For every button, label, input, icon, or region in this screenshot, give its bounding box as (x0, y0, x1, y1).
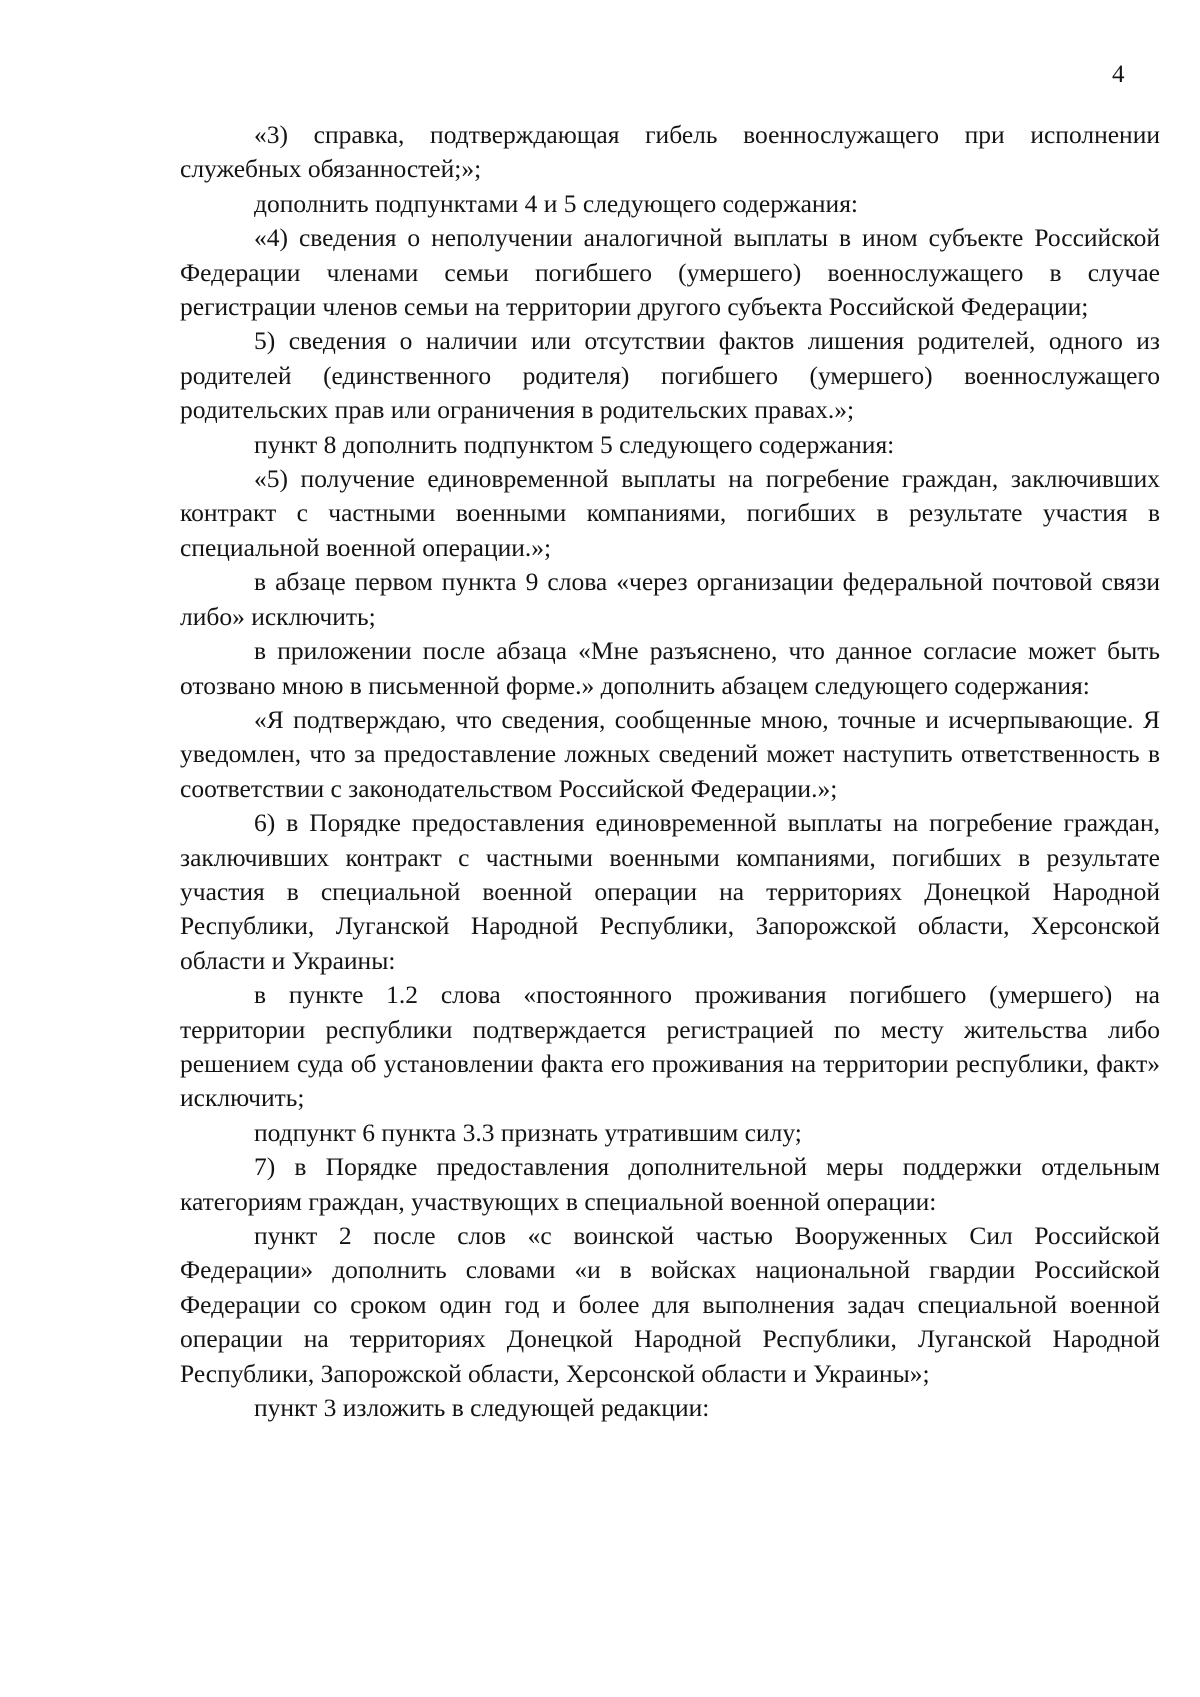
paragraph: «5) получение единовременной выплаты на погребение граждан, заключивших контракт с частными военными компаниями, погибших в результате участия в специальной военной операции.»; (180, 464, 1160, 562)
paragraph: дополнить подпунктами 4 и 5 следующего содержания: (254, 188, 859, 218)
paragraph: в абзаце первом пункта 9 слова «через организации федеральной почтовой связи либо» исключить; (180, 567, 1160, 631)
page-number: 4 (1112, 61, 1125, 88)
paragraph: «4) сведения о неполучении аналогичной выплаты в ином субъекте Российской Федерации членами семьи погибшего (умершего) военнослужащего в случае регистрации членов семьи на территории другого субъекта Российской Федерации; (180, 223, 1160, 322)
paragraph: в приложении после абзаца «Мне разъяснено, что данное согласие может быть отозвано мною в письменной форме.» дополнить абзацем следующего содержания: (180, 636, 1160, 700)
paragraph: в пункте 1.2 слова «постоянного проживания погибшего (умершего) на территории республики подтверждается регистрацией по месту жительства либо решением суда об установлении факта его проживания на территории республики, факт» исключить; (180, 980, 1160, 1113)
paragraph: 7) в Порядке предоставления дополнительной меры поддержки отдельным категориям граждан, участвующих в специальной военной операции: (180, 1152, 1160, 1216)
paragraph: «3) справка, подтверждающая гибель военнослужащего при исполнении служебных обязанностей;»; (180, 120, 1160, 184)
paragraph: 5) сведения о наличии или отсутствии фактов лишения родителей, одного из родителей (единственного родителя) погибшего (умершего) военнослужащего родительских прав или ограничения в родительских правах.»; (180, 326, 1160, 425)
paragraph: 6) в Порядке предоставления единовременной выплаты на погребение граждан, заключивших контракт с частными военными компаниями, погибших в результате участия в специальной военной операции на территориях Донецкой Народной Республики, Луганской Народной Республики, Запорожской области, Херсонской области и Украины: (180, 808, 1160, 975)
paragraph: «Я подтверждаю, что сведения, сообщенные мною, точные и исчерпывающие. Я уведомлен, что за предоставление ложных сведений может наступить ответственность в соответствии с законодательством Российской Федерации.»; (180, 704, 1160, 803)
paragraph: подпункт 6 пункта 3.3 признать утратившим силу; (254, 1117, 802, 1147)
paragraph: пункт 2 после слов «с воинской частью Вооруженных Сил Российской Федерации» дополнить словами «и в войсках национальной гвардии Российской Федерации со сроком один год и более для выполнения задач специальной военной операции на территориях Донецкой Народной Республики, Луганской Народной Республики, Запорожской области, Херсонской области и Украины»; (180, 1221, 1160, 1388)
paragraph: пункт 3 изложить в следующей редакции: (254, 1393, 710, 1423)
document-body (180, 118, 1160, 1425)
paragraph: пункт 8 дополнить подпунктом 5 следующего содержания: (254, 429, 895, 459)
